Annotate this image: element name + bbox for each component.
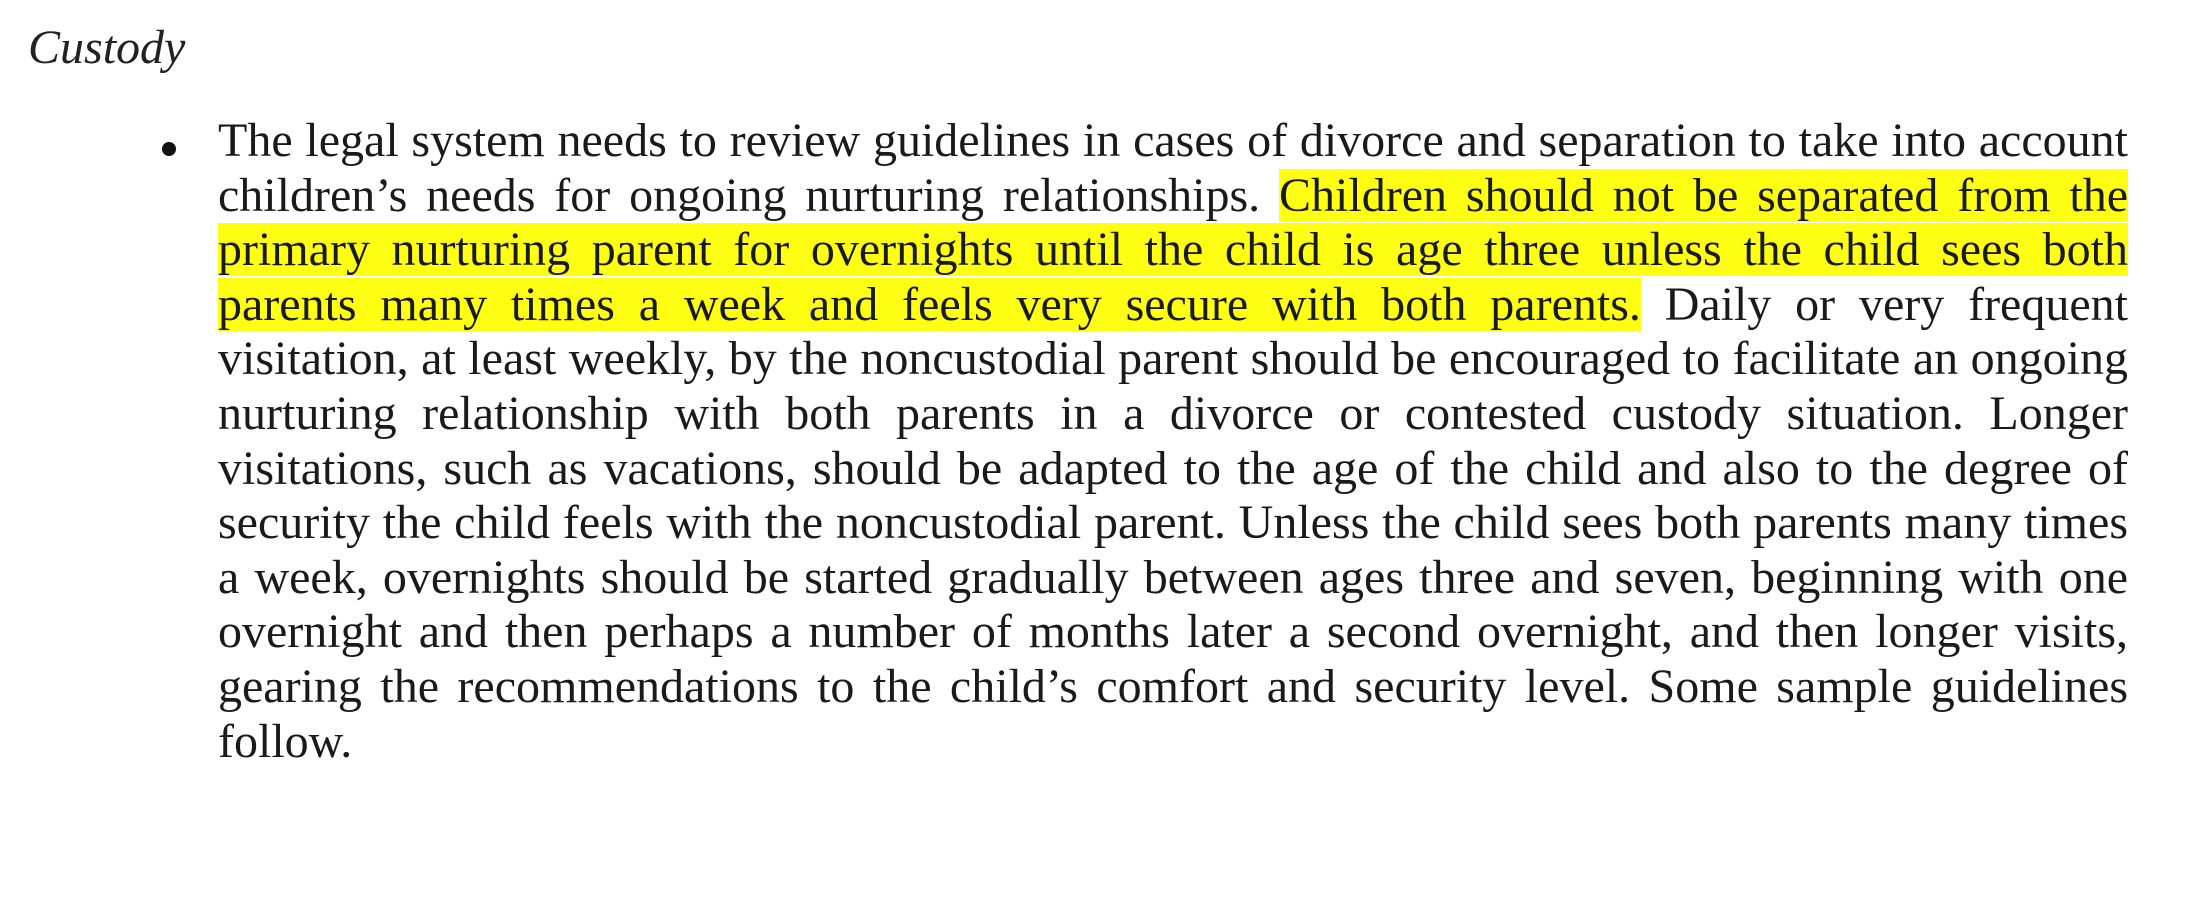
- highlighted-text: Children should not be separated from the primary nurturing parent for overnights until the child is age three unless the child sees both parents many times a week and feels very secure with both parents.: [218, 168, 2129, 331]
- paragraph-text-after: Daily or very frequent visitation, at least weekly, by the noncustodial parent should be encouraged to facilitate an ongoing nurturing relationship with both parents in a divorce or contested custody situation. Longer visitations, such as vacations, should be adapted to the age of the child and also to the degree of security the child feels with the noncustodial parent. Unless the child sees both parents many times a week, overnights should be started gradually between ages three and seven, beginning with one overnight and then perhaps a number of months later a second overnight, and then longer visits, gearing the recommendations to the child’s comfort and security level. Some sample guidelines follow.: [218, 277, 2128, 768]
- bullet-icon: [162, 142, 176, 156]
- paragraph-text-before: The legal system needs to review guidelines in cases of divorce and separation to take into account children’s needs for ongoing nurturing relationships.: [218, 114, 2128, 222]
- bullet-paragraph: [218, 114, 2128, 769]
- section-heading: Custody: [28, 21, 186, 74]
- bullet-list-item: [218, 114, 2128, 769]
